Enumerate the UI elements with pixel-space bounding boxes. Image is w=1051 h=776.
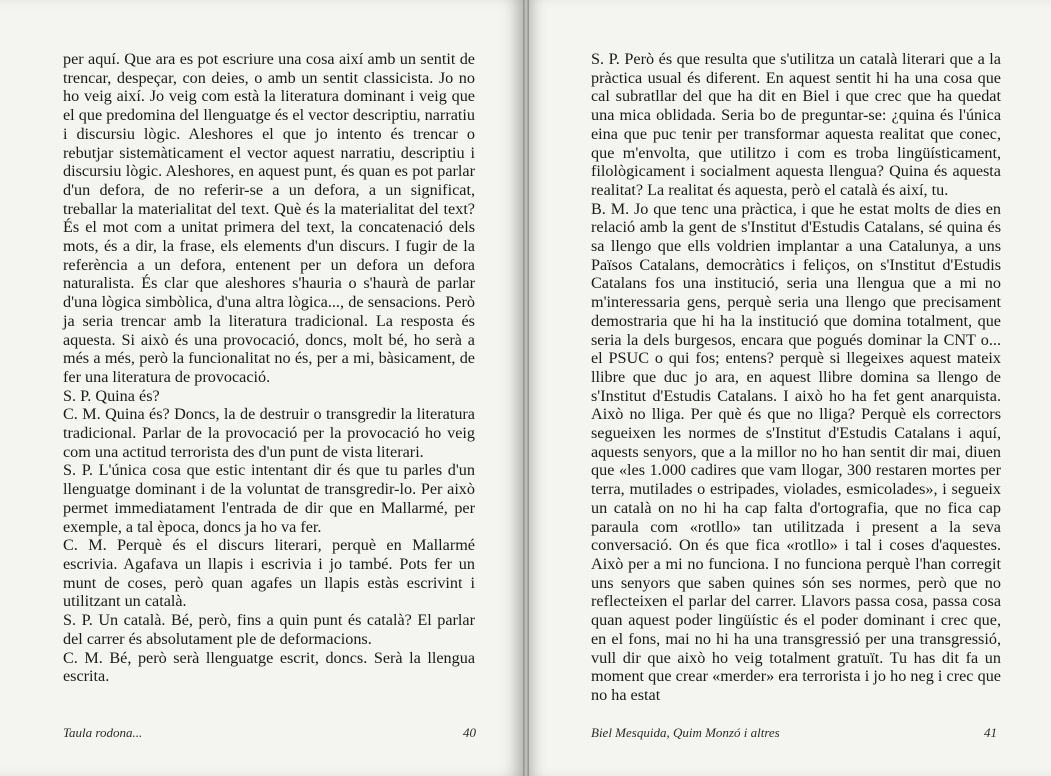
running-footer-title: Taula rodona... bbox=[63, 725, 143, 740]
page-number: 40 bbox=[463, 725, 476, 740]
right-page bbox=[529, 0, 1051, 776]
paragraph: S. P. L'única cosa que estic intentant dir és que tu parles d'un llenguatge dominant i de la voluntat de transgredir-lo. Per això permet immediatament l'entrada de dir que en Mallarmé, per exemple, a tal època, doncs ja ho va fer. bbox=[63, 461, 475, 536]
left-page bbox=[0, 0, 523, 776]
right-page-text bbox=[591, 50, 1001, 705]
paragraph: S. P. Quina és? bbox=[63, 386, 160, 405]
paragraph: S. P. Un català. Bé, però, fins a quin punt és català? El parlar del carrer és absolutament ple de deformacions. bbox=[63, 611, 475, 648]
paragraph: B. M. Jo que tenc una pràctica, i que he estat molts de dies en relació amb la gent de s'Institut d'Estudis Catalans, sé quina és sa llengo que ells voldrien implantar a una Catalunya, a uns Països Catalans, democràtics i feliços, on s'Institut d'Estudis Catalans fos una institució, seria una llengua que a mi no m'interessaria gens, perquè seria una llengo que precisament demostraria que hi ha la institució que domina totalment, que seria la dels burgesos, encara que pogués dominar la CNT o... el PSUC o qui fos; entens? perquè si llegeixes aquest mateix llibre que duc jo ara, en aquest llibre domina sa llengo de s'Institut d'Estudis Catalans. I això ho ha fet gent anarquista. Això no lliga. Per què és que no lliga? Perquè els correctors segueixen les normes de s'Institut d'Estudis Catalans i aquí, aquests senyors, que a la millor no ho han sentit dir mai, diuen que «les 1.000 cadires que vam llogar, 300 restaren mortes per terra, mutilades o estripades, violades, esmicolades», i segueix un català on no hi ha cap falta d'ortografia, que no fica cap paraula com «rotllo» tan utilitzada i present a la seva conversació. On és que fica «rotllo» i tal i coses d'aquestes. Això per a mi no funciona. I no funciona perquè l'han corregit uns senyors que saben quines són ses normes, però que no reflecteixen el parlar del carrer. Llavors passa cosa, passa cosa quan aquest poder lingüístic és el poder dominant i crec que, en el fons, mai no hi ha una transgressió per una transgressió, vull dir que això ho veig totalment gratuït. Tu has dit fa un moment que crear «merder» era terrorista i jo ho neg i crec que no ha estat bbox=[591, 199, 1001, 704]
paragraph: S. P. Però és que resulta que s'utilitza un català literari que a la pràctica usual és diferent. En aquest sentit hi ha una cosa que cal subratllar del que ha dit en Biel i que crec que ha quedat una mica oblidada. Seria bo de preguntar-se: ¿quina és l'única eina que puc tenir per transformar aquesta realitat que conec, que m'envolta, que utilitzo i com es troba lingüísticament, filològicament i socialment aquesta llengua? Quina és aquesta realitat? La realitat és aquesta, però el català és així, tu. bbox=[591, 50, 1001, 199]
left-page-text bbox=[63, 50, 475, 686]
paragraph: C. M. Bé, però serà llenguatge escrit, doncs. Serà la llengua escrita. bbox=[63, 648, 475, 686]
paragraph: C. M. Perquè és el discurs literari, perquè en Mallarmé escrivia. Agafava un llapis i escrivia i jo també. Pots fer un munt de coses, però quan agafes un llapis estàs escrivint i utilitzant un català. bbox=[63, 536, 475, 611]
paragraph: per aquí. Que ara es pot escriure una cosa així amb un sentit de trencar, despeçar, con deies, o amb un sentit classicista. Jo no ho veig així. Jo veig com està la literatura dominant i veig que el que predomina del llenguatge és el vector descriptiu, narratiu i discursiu lògic. Aleshores el que jo intento és trencar o rebutjar sistemàticament el vector aquest narratiu, descriptiu i discursiu lògic. Aleshores, en aquest punt, és quan es pot parlar d'un defora, de no referir-se a un defora, a un significat, treballar la materialitat del text. Què és la materialitat del text? És el mot com a unitat primera del text, la concatenació dels mots, és a dir, la frase, els elements d'un discurs. I fugir de la referència a un defora, entenent per un defora un defora naturalista. És clar que aleshores s'hauria o s'haurà de parlar d'una lògica simbòlica, d'una altra lògica..., de sensacions. Però ja seria trencar amb la literatura tradicional. La resposta és aquesta. Si això és una provocació, doncs, molt bé, ho serà a més a més, però la funcionalitat no és, per a mi, bàsicament, de fer una literatura de provocació. bbox=[63, 50, 475, 386]
page-number: 41 bbox=[984, 725, 997, 740]
running-footer-title: Biel Mesquida, Quim Monzó i altres bbox=[591, 725, 780, 740]
paragraph: C. M. Quina és? Doncs, la de destruir o transgredir la literatura tradicional. Parlar de la provocació per la provocació ho veig com una actitud terrorista des d'un punt de vista literari. bbox=[63, 405, 475, 461]
